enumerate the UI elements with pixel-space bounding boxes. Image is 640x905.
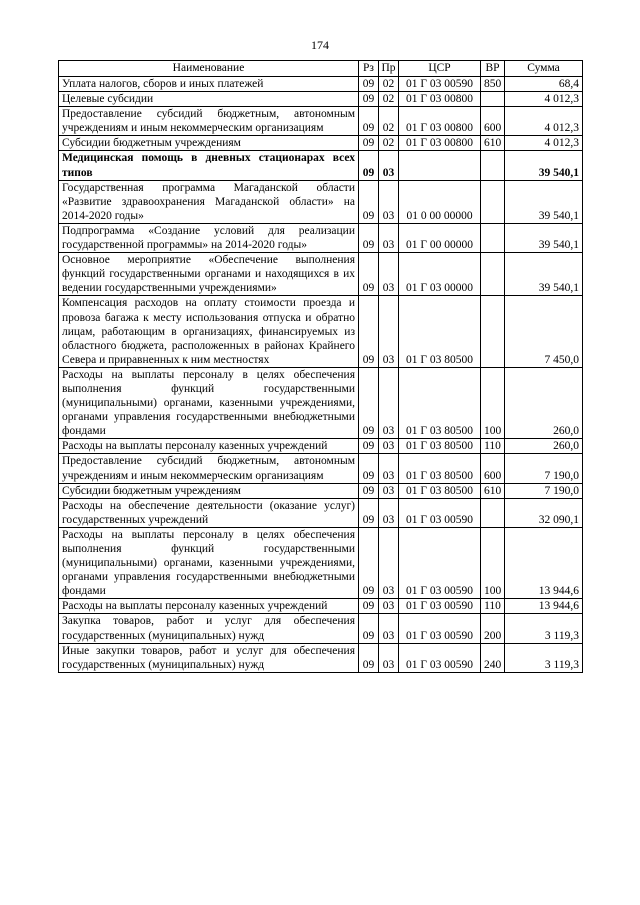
row-pr: 03 bbox=[379, 296, 399, 367]
row-name: Закупка товаров, работ и услуг для обеспечения государственных (муниципальных) нужд bbox=[59, 614, 359, 643]
row-name: Субсидии бюджетным учреждениям bbox=[59, 483, 359, 498]
row-rz: 09 bbox=[359, 367, 379, 438]
row-csr: 01 Г 03 00800 bbox=[399, 92, 481, 107]
row-rz: 09 bbox=[359, 599, 379, 614]
row-csr: 01 Г 03 00590 bbox=[399, 527, 481, 598]
row-sum: 260,0 bbox=[505, 439, 583, 454]
row-vr: 610 bbox=[481, 483, 505, 498]
row-name: Расходы на обеспечение деятельности (оказание услуг) государственных учреждений bbox=[59, 498, 359, 527]
row-sum: 4 012,3 bbox=[505, 107, 583, 136]
row-pr: 03 bbox=[379, 483, 399, 498]
row-vr: 610 bbox=[481, 136, 505, 151]
row-rz: 09 bbox=[359, 296, 379, 367]
row-pr: 03 bbox=[379, 498, 399, 527]
row-name: Расходы на выплаты персоналу казенных учреждений bbox=[59, 439, 359, 454]
table-row bbox=[59, 527, 583, 598]
row-vr: 600 bbox=[481, 454, 505, 483]
row-csr: 01 Г 03 80500 bbox=[399, 367, 481, 438]
row-csr bbox=[399, 151, 481, 180]
table-row bbox=[59, 253, 583, 296]
row-vr bbox=[481, 498, 505, 527]
row-vr bbox=[481, 92, 505, 107]
row-sum: 39 540,1 bbox=[505, 180, 583, 223]
table-row bbox=[59, 296, 583, 367]
table-row bbox=[59, 92, 583, 107]
header-csr: ЦСР bbox=[399, 61, 481, 77]
row-sum: 13 944,6 bbox=[505, 527, 583, 598]
row-pr: 03 bbox=[379, 599, 399, 614]
row-csr: 01 Г 03 00000 bbox=[399, 253, 481, 296]
row-sum: 4 012,3 bbox=[505, 92, 583, 107]
row-pr: 03 bbox=[379, 151, 399, 180]
row-name: Целевые субсидии bbox=[59, 92, 359, 107]
row-csr: 01 Г 03 00590 bbox=[399, 77, 481, 92]
row-pr: 03 bbox=[379, 180, 399, 223]
row-sum: 32 090,1 bbox=[505, 498, 583, 527]
row-name: Медицинская помощь в дневных стационарах всех типов bbox=[59, 151, 359, 180]
row-pr: 02 bbox=[379, 92, 399, 107]
row-name: Иные закупки товаров, работ и услуг для обеспечения государственных (муниципальных) нужд bbox=[59, 643, 359, 672]
row-csr: 01 Г 03 80500 bbox=[399, 454, 481, 483]
table-row bbox=[59, 599, 583, 614]
table-row bbox=[59, 498, 583, 527]
row-sum: 3 119,3 bbox=[505, 643, 583, 672]
row-vr bbox=[481, 296, 505, 367]
header-pr: Пр bbox=[379, 61, 399, 77]
row-rz: 09 bbox=[359, 223, 379, 252]
row-rz: 09 bbox=[359, 614, 379, 643]
table-row bbox=[59, 151, 583, 180]
row-rz: 09 bbox=[359, 498, 379, 527]
header-sum: Сумма bbox=[505, 61, 583, 77]
row-rz: 09 bbox=[359, 454, 379, 483]
row-vr: 110 bbox=[481, 439, 505, 454]
row-vr: 100 bbox=[481, 527, 505, 598]
row-vr bbox=[481, 151, 505, 180]
row-rz: 09 bbox=[359, 527, 379, 598]
budget-table bbox=[58, 60, 583, 673]
table-row bbox=[59, 614, 583, 643]
row-sum: 39 540,1 bbox=[505, 253, 583, 296]
row-pr: 03 bbox=[379, 527, 399, 598]
row-pr: 03 bbox=[379, 439, 399, 454]
row-csr: 01 Г 03 80500 bbox=[399, 483, 481, 498]
row-name: Основное мероприятие «Обеспечение выполнения функций государственными органами и находящихся в их ведении государственными учреждениями» bbox=[59, 253, 359, 296]
row-rz: 09 bbox=[359, 483, 379, 498]
row-vr bbox=[481, 253, 505, 296]
row-rz: 09 bbox=[359, 253, 379, 296]
header-rz: Рз bbox=[359, 61, 379, 77]
table-header-row bbox=[59, 61, 583, 77]
row-sum: 7 450,0 bbox=[505, 296, 583, 367]
table-row bbox=[59, 77, 583, 92]
row-sum: 260,0 bbox=[505, 367, 583, 438]
row-csr: 01 Г 03 80500 bbox=[399, 439, 481, 454]
row-csr: 01 Г 03 00800 bbox=[399, 107, 481, 136]
row-pr: 03 bbox=[379, 253, 399, 296]
row-sum: 3 119,3 bbox=[505, 614, 583, 643]
row-sum: 39 540,1 bbox=[505, 223, 583, 252]
page-number: 174 bbox=[311, 38, 329, 52]
row-rz: 09 bbox=[359, 439, 379, 454]
row-vr bbox=[481, 180, 505, 223]
row-name: Расходы на выплаты персоналу казенных учреждений bbox=[59, 599, 359, 614]
row-pr: 02 bbox=[379, 77, 399, 92]
row-pr: 02 bbox=[379, 136, 399, 151]
row-vr: 600 bbox=[481, 107, 505, 136]
table-row bbox=[59, 643, 583, 672]
row-name: Предоставление субсидий бюджетным, автономным учреждениям и иным некоммерческим организациям bbox=[59, 454, 359, 483]
row-sum: 7 190,0 bbox=[505, 454, 583, 483]
row-csr: 01 Г 00 00000 bbox=[399, 223, 481, 252]
row-csr: 01 0 00 00000 bbox=[399, 180, 481, 223]
row-pr: 02 bbox=[379, 107, 399, 136]
row-vr: 110 bbox=[481, 599, 505, 614]
row-rz: 09 bbox=[359, 136, 379, 151]
row-name: Компенсация расходов на оплату стоимости проезда и провоза багажа к месту использования отпуска и обратно лицам, работающим в организациях, финансируемых из областного бюджета, расположенных в районах Крайнего Севера и приравненных к ним местностях bbox=[59, 296, 359, 367]
row-name: Субсидии бюджетным учреждениям bbox=[59, 136, 359, 151]
row-rz: 09 bbox=[359, 77, 379, 92]
row-rz: 09 bbox=[359, 92, 379, 107]
row-sum: 7 190,0 bbox=[505, 483, 583, 498]
row-vr: 100 bbox=[481, 367, 505, 438]
row-vr bbox=[481, 223, 505, 252]
row-rz: 09 bbox=[359, 643, 379, 672]
header-name: Наименование bbox=[59, 61, 359, 77]
row-csr: 01 Г 03 00590 bbox=[399, 614, 481, 643]
row-vr: 200 bbox=[481, 614, 505, 643]
row-rz: 09 bbox=[359, 180, 379, 223]
row-name: Государственная программа Магаданской области «Развитие здравоохранения Магаданской области» на 2014-2020 годы» bbox=[59, 180, 359, 223]
row-csr: 01 Г 03 00590 bbox=[399, 643, 481, 672]
row-name: Уплата налогов, сборов и иных платежей bbox=[59, 77, 359, 92]
header-vr: ВР bbox=[481, 61, 505, 77]
row-name: Расходы на выплаты персоналу в целях обеспечения выполнения функций государственными (муниципальными) органами, казенными учреждениями, органами управления государственными внебюджетными фондами bbox=[59, 367, 359, 438]
row-sum: 13 944,6 bbox=[505, 599, 583, 614]
row-vr: 850 bbox=[481, 77, 505, 92]
row-name: Расходы на выплаты персоналу в целях обеспечения выполнения функций государственными (муниципальными) органами, казенными учреждениями, органами управления государственными внебюджетными фондами bbox=[59, 527, 359, 598]
row-sum: 39 540,1 bbox=[505, 151, 583, 180]
row-csr: 01 Г 03 00590 bbox=[399, 498, 481, 527]
row-pr: 03 bbox=[379, 643, 399, 672]
table-row bbox=[59, 180, 583, 223]
row-rz: 09 bbox=[359, 151, 379, 180]
table-row bbox=[59, 136, 583, 151]
row-pr: 03 bbox=[379, 223, 399, 252]
table-row bbox=[59, 454, 583, 483]
row-name: Предоставление субсидий бюджетным, автономным учреждениям и иным некоммерческим организациям bbox=[59, 107, 359, 136]
row-csr: 01 Г 03 00800 bbox=[399, 136, 481, 151]
row-vr: 240 bbox=[481, 643, 505, 672]
row-pr: 03 bbox=[379, 454, 399, 483]
row-csr: 01 Г 03 80500 bbox=[399, 296, 481, 367]
row-pr: 03 bbox=[379, 614, 399, 643]
row-pr: 03 bbox=[379, 367, 399, 438]
row-name: Подпрограмма «Создание условий для реализации государственной программы» на 2014-2020 годы» bbox=[59, 223, 359, 252]
table-row bbox=[59, 223, 583, 252]
table-row bbox=[59, 483, 583, 498]
row-csr: 01 Г 03 00590 bbox=[399, 599, 481, 614]
table-row bbox=[59, 439, 583, 454]
table-row bbox=[59, 107, 583, 136]
row-rz: 09 bbox=[359, 107, 379, 136]
row-sum: 68,4 bbox=[505, 77, 583, 92]
row-sum: 4 012,3 bbox=[505, 136, 583, 151]
table-row bbox=[59, 367, 583, 438]
